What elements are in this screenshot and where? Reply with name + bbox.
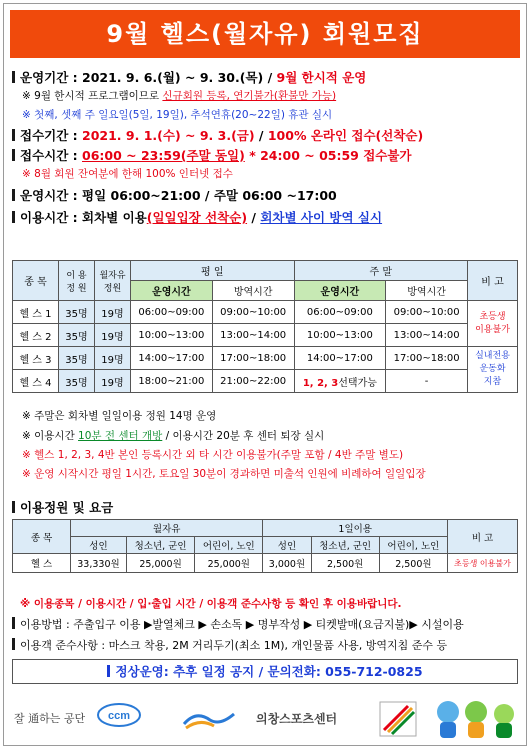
city-emblem-icon	[180, 706, 240, 732]
bullet-bar	[12, 501, 15, 513]
col-daily: 1일이용	[263, 520, 448, 537]
stripe-logo	[378, 700, 418, 741]
bullet-bar	[12, 211, 15, 223]
note-restriction: ※ 헬스 1, 2, 3, 4반 본인 등록시간 외 타 시간 이용불가(주말 포함 / 4반 주말 별도)	[22, 449, 404, 461]
mascot-icon	[432, 698, 524, 740]
bullet-bar	[12, 617, 15, 629]
col-remarks: 비 고	[448, 520, 518, 554]
col-category: 종 목	[13, 261, 59, 301]
remark-no-children: 초등생 이용불가	[468, 301, 518, 347]
schedule-table	[12, 260, 518, 393]
col-remarks: 비 고	[468, 261, 518, 301]
bullet-bar	[12, 149, 15, 161]
note-open-time: ※ 이용시간 10분 전 센터 개방 / 이용시간 20분 후 센터 퇴장 실시	[22, 430, 325, 442]
bullet-bar	[12, 71, 15, 83]
period-note-1: ※ 9월 한시적 프로그램이므로 신규회원 등록, 연기불가(환불만 가능)	[22, 90, 337, 102]
bullet-bar	[107, 665, 110, 677]
col-weekday-quarantine: 방역시간	[212, 281, 294, 301]
table-row: 헬 스 3 35명 19명 14:00~17:00 17:00~18:00 14:00~17:00 17:00~18:00 실내전용 운동화 지참	[13, 347, 518, 370]
contact-box: 정상운영: 추후 일정 공지 / 문의전화: 055-712-0825	[12, 659, 518, 684]
center-logo: 의창스포츠센터	[256, 712, 338, 726]
col-weekend-op: 운영시간	[294, 281, 386, 301]
page-title: 9월 헬스(월자유) 회원모집	[10, 10, 520, 58]
period-note-2: ※ 첫째, 셋째 주 일요일(5일, 19일), 추석연휴(20~22일) 휴관 실시	[22, 109, 333, 121]
col-weekend-quarantine: 방역시간	[386, 281, 468, 301]
notice-check: ※ 이용종목 / 이용시간 / 입·출입 시간 / 이용객 준수사항 등 확인 후 이용바랍니다.	[20, 598, 402, 610]
operation-period: 운영기간 : 2021. 9. 6.(월) ~ 9. 30.(목) / 9월 한시적 운영	[12, 68, 366, 86]
reception-period: 접수기간 : 2021. 9. 1.(수) ~ 9. 3.(금) / 100% 온라인 접수(선착순)	[12, 126, 423, 144]
note-weekend: ※ 주말은 회차별 일일이용 정원 14명 운영	[22, 410, 217, 422]
city-logo	[180, 706, 240, 735]
table-row: 헬 스 2 35명 19명 10:00~13:00 13:00~14:00 10:00~13:00 13:00~14:00	[13, 324, 518, 347]
col-monthly: 월자유	[71, 520, 263, 537]
bullet-bar	[12, 189, 15, 201]
table-row: 헬 스 4 35명 19명 18:00~21:00 21:00~22:00 1, 2, 3선택가능 -	[13, 370, 518, 393]
footer	[8, 698, 524, 742]
col-capacity: 이 용 정 원	[59, 261, 95, 301]
svg-text:ccm: ccm	[107, 710, 131, 722]
table-row: 헬 스 33,330원 25,000원 25,000원 3,000원 2,500원 2,500원 초등생 이용불가	[13, 554, 518, 573]
ccm-logo	[96, 702, 142, 735]
col-weekday: 평 일	[131, 261, 295, 281]
col-category: 종 목	[13, 520, 71, 554]
note-no-show: ※ 운영 시작시간 평일 1시간, 토요일 30분이 경과하면 미출석 인원에 비례하여 일일입장	[22, 468, 426, 480]
reception-time: 접수시간 : 06:00 ~ 23:59(주말 동일) * 24:00 ~ 05:59 접수불가	[12, 146, 412, 164]
ccm-icon	[96, 702, 142, 732]
stripe-emblem-icon	[378, 700, 418, 738]
user-rules: 이용객 준수사항 : 마스크 착용, 2M 거리두기(최소 1M), 개인물품 사용, 방역지침 준수 등	[12, 637, 447, 653]
reception-note: ※ 8월 회원 잔여분에 한해 100% 인터넷 접수	[22, 168, 233, 180]
fee-section-title: 이용정원 및 요금	[12, 498, 113, 516]
table-row: 헬 스 1 35명 19명 06:00~09:00 09:00~10:00 06:00~09:00 09:00~10:00 초등생 이용불가	[13, 301, 518, 324]
mascot-characters	[432, 698, 524, 743]
bullet-bar	[12, 638, 15, 650]
fee-table: 종 목 월자유 1일이용 비 고 성인 청소년, 군인 어린이, 노인 성인 청소년, 군인 어린이, 노인 헬 스 33,330원 25,000원 25,000원 3,000원 2,500원 2,500원 초등생 이용불가	[12, 519, 518, 573]
slogan-logo: 잘 通하는 공단	[14, 712, 86, 725]
operation-hours: 운영시간 : 평일 06:00~21:00 / 주말 06:00 ~17:00	[12, 186, 337, 204]
col-weekend: 주 말	[294, 261, 467, 281]
bullet-bar	[12, 129, 15, 141]
usage-method: 이용방법 : 주출입구 이용 ▶발열체크 ▶ 손소독 ▶ 명부작성 ▶ 티켓발매(요금지불)▶ 시설이용	[12, 616, 464, 632]
usage-hours: 이용시간 : 회차별 이용(일일입장 선착순) / 회차별 사이 방역 실시	[12, 208, 382, 226]
col-weekday-op: 운영시간	[131, 281, 213, 301]
col-monthly: 월자유 정원	[95, 261, 131, 301]
remark-indoor-shoes: 실내전용 운동화 지참	[468, 347, 518, 393]
